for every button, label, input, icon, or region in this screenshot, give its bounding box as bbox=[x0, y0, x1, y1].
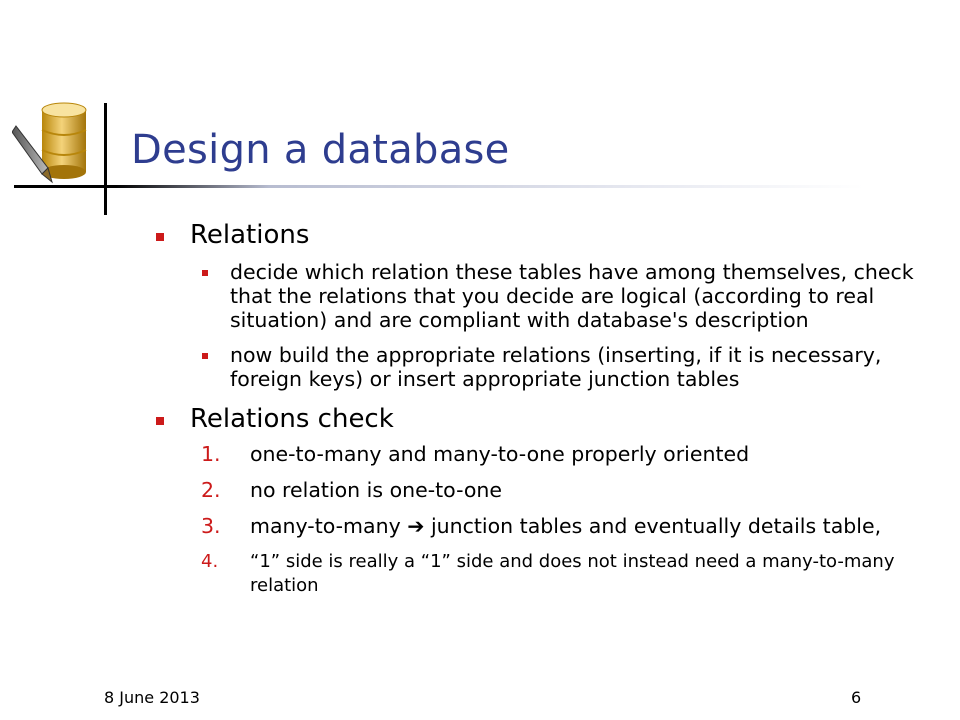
page-number: 6 bbox=[851, 688, 862, 707]
numbered-item-text: one-to-many and many-to-one properly oriented bbox=[250, 442, 750, 466]
logo bbox=[12, 98, 96, 190]
title-vertical-rule bbox=[104, 103, 107, 215]
list-item bbox=[156, 343, 956, 391]
numbered-item bbox=[156, 478, 956, 502]
title-horizontal-rule bbox=[14, 185, 864, 188]
numbered-item-text: “1” side is really a “1” side and does not instead need a many-to-many relation bbox=[250, 551, 895, 596]
bullet-square-icon bbox=[156, 417, 164, 425]
item-number: 3. bbox=[201, 514, 221, 538]
list-item-text: decide which relation these tables have among themselves, check that the relations that you decide are logical (according to real situation) and are compliant with database's description bbox=[230, 260, 914, 332]
numbered-item bbox=[156, 514, 956, 538]
numbered-item bbox=[156, 442, 956, 466]
section-relations bbox=[156, 218, 956, 252]
bullet-square-icon bbox=[202, 353, 208, 359]
footer-date: 8 June 2013 bbox=[104, 688, 200, 707]
item-number: 2. bbox=[201, 478, 221, 502]
slide-body bbox=[156, 218, 956, 598]
right-arrow-icon: ➔ bbox=[407, 514, 425, 538]
numbered-item-text: many-to-many ➔ junction tables and eventually details table, bbox=[250, 514, 882, 538]
bullet-square-icon bbox=[156, 233, 164, 241]
item-number: 4. bbox=[201, 551, 219, 572]
slide-title: Design a database bbox=[131, 127, 510, 173]
section-heading: Relations check bbox=[190, 404, 394, 434]
section-relations-check bbox=[156, 402, 956, 436]
list-item-text: now build the appropriate relations (inserting, if it is necessary, foreign keys) or insert appropriate junction tables bbox=[230, 343, 882, 391]
numbered-item-text: no relation is one-to-one bbox=[250, 478, 503, 502]
database-pen-icon bbox=[12, 98, 96, 190]
list-item bbox=[156, 260, 956, 332]
numbered-item bbox=[156, 550, 956, 598]
section-heading: Relations bbox=[190, 220, 310, 250]
bullet-square-icon bbox=[202, 270, 208, 276]
item-number: 1. bbox=[201, 442, 221, 466]
